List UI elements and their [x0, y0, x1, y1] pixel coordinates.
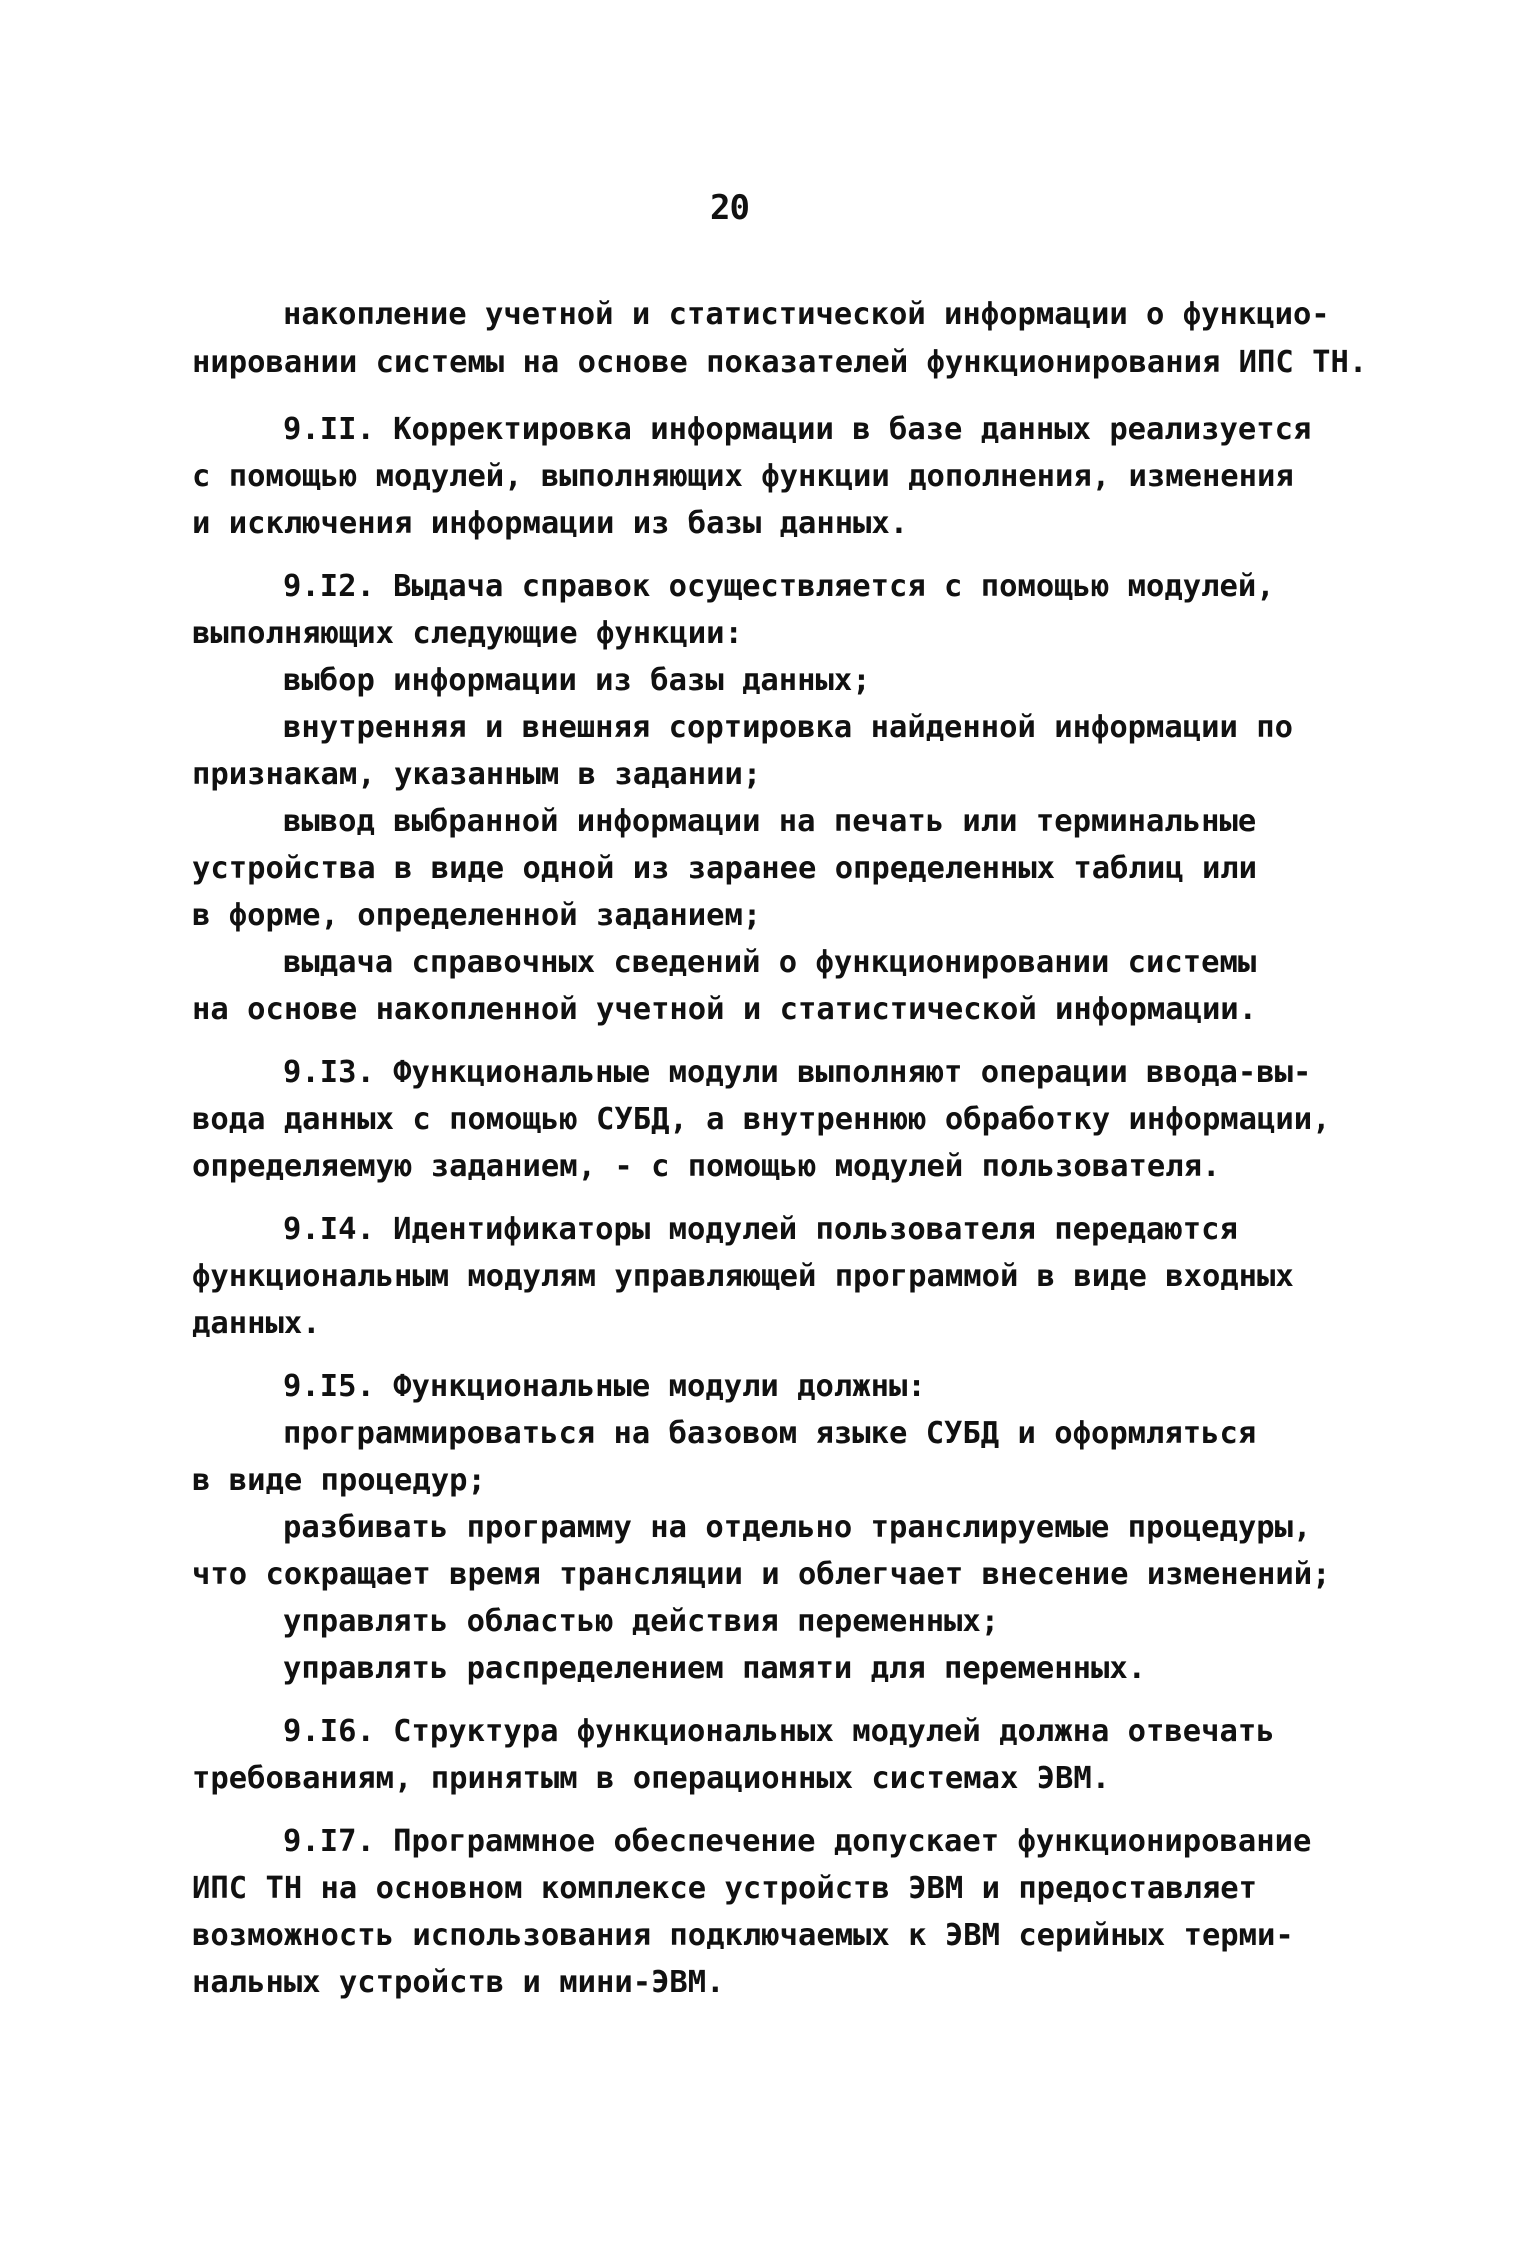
paragraph-9-13: 9.I3. Функциональные модули выполняют операции ввода-вы- — [283, 1055, 1312, 1090]
text-line: с помощью модулей, выполняющих функции дополнения, изменения — [192, 459, 1294, 494]
text-line: данных. — [192, 1306, 321, 1341]
text-line: что сокращает время трансляции и облегчает внесение изменений; — [192, 1557, 1331, 1592]
text-line: программироваться на базовом языке СУБД и оформляться — [283, 1416, 1257, 1451]
text-line: на основе накопленной учетной и статистической информации. — [192, 992, 1258, 1027]
text-line: выдача справочных сведений о функционировании системы — [283, 945, 1257, 980]
paragraph-9-11: 9.II. Корректировка информации в базе данных реализуется — [283, 412, 1312, 447]
text-line: устройства в виде одной из заранее определенных таблиц или — [192, 851, 1258, 886]
text-line: в форме, определенной заданием; — [192, 898, 762, 933]
text-line: накопление учетной и статистической информации о функцио- — [283, 297, 1330, 332]
paragraph-9-15: 9.I5. Функциональные модули должны: — [283, 1369, 926, 1404]
page-number: 20 — [710, 188, 749, 228]
text-line: требованиям, принятым в операционных системах ЭВМ. — [192, 1761, 1111, 1796]
text-line: вода данных с помощью СУБД, а внутреннюю обработку информации, — [192, 1102, 1331, 1137]
text-line: и исключения информации из базы данных. — [192, 506, 909, 541]
text-line: управлять распределением памяти для переменных. — [283, 1651, 1147, 1686]
text-line: управлять областью действия переменных; — [283, 1604, 1000, 1639]
text-line: разбивать программу на отдельно транслируемые процедуры, — [283, 1510, 1312, 1545]
text-line: признакам, указанным в задании; — [192, 757, 762, 792]
paragraph-9-16: 9.I6. Структура функциональных модулей должна отвечать — [283, 1714, 1275, 1749]
text-line: вывод выбранной информации на печать или терминальные — [283, 804, 1257, 839]
paragraph-9-12: 9.I2. Выдача справок осуществляется с помощью модулей, — [283, 569, 1275, 604]
text-line: нальных устройств и мини-ЭВМ. — [192, 1965, 725, 2000]
text-line: возможность использования подключаемых к ЭВМ серийных терми- — [192, 1918, 1294, 1953]
text-line: нировании системы на основе показателей функционирования ИПС ТН. — [192, 345, 1368, 380]
paragraph-9-17: 9.I7. Программное обеспечение допускает функционирование — [283, 1824, 1312, 1859]
text-line: выполняющих следующие функции: — [192, 616, 743, 651]
text-line: внутренняя и внешняя сортировка найденной информации по — [283, 710, 1293, 745]
text-line: определяемую заданием, - с помощью модулей пользователя. — [192, 1149, 1221, 1184]
text-line: ИПС ТН на основном комплексе устройств ЭВМ и предоставляет — [192, 1871, 1258, 1906]
text-line: выбор информации из базы данных; — [283, 663, 871, 698]
text-line: функциональным модулям управляющей программой в виде входных — [192, 1259, 1294, 1294]
text-line: в виде процедур; — [192, 1463, 486, 1498]
paragraph-9-14: 9.I4. Идентификаторы модулей пользователя передаются — [283, 1212, 1238, 1247]
